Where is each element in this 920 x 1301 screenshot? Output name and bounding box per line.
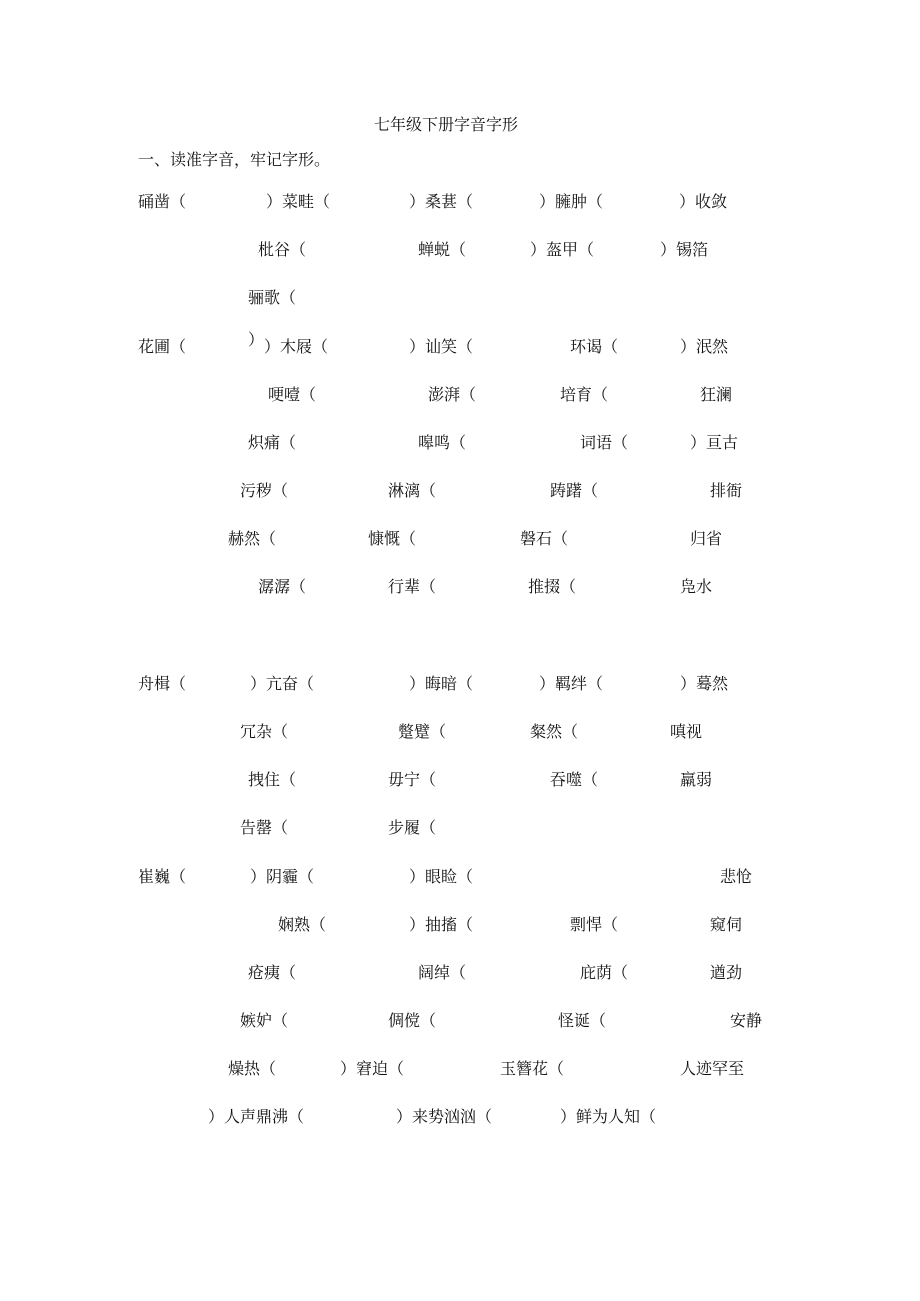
vocab-entry: 澎湃（: [428, 385, 477, 404]
vocab-entry: ）收敛: [679, 192, 728, 211]
vocab-entry: 毋宁（: [388, 770, 437, 789]
vocab-entry: 粲然（: [530, 722, 579, 741]
vocab-entry: 崔巍（: [138, 867, 187, 886]
vocab-entry: ）亢奋（: [250, 674, 315, 693]
vocab-entry: 蹩躄（: [398, 722, 447, 741]
vocab-entry: ）窘迫（: [340, 1059, 405, 1078]
vocab-entry: ）: [248, 330, 265, 349]
vocab-entry: 归省: [690, 529, 723, 548]
vocab-entry: 淋漓（: [388, 481, 437, 500]
vocab-entry: 慷慨（: [368, 529, 417, 548]
vocab-entry: ）木屐（: [264, 337, 329, 356]
vocab-entry: ）蓦然: [680, 674, 729, 693]
vocab-entry: ）泯然: [680, 337, 729, 356]
vocab-entry: ）菜畦（: [266, 192, 331, 211]
vocab-entry: 拽住（: [248, 770, 297, 789]
vocab-entry: 凫水: [680, 577, 713, 596]
vocab-entry: ）臃肿（: [539, 192, 604, 211]
vocab-entry: 疮痍（: [248, 963, 297, 982]
vocab-entry: 舟楫（: [138, 674, 187, 693]
vocab-entry: ）人声鼎沸（: [208, 1107, 305, 1126]
vocab-entry: ）晦暗（: [409, 674, 474, 693]
vocab-entry: 人迹罕至: [680, 1059, 745, 1078]
vocab-entry: ）鲜为人知（: [560, 1107, 657, 1126]
vocab-entry: 遒劲: [710, 963, 743, 982]
vocab-entry: 悲怆: [720, 867, 753, 886]
vocab-entry: ）讪笑（: [409, 337, 474, 356]
vocab-entry: 娴熟（: [278, 915, 327, 934]
vocab-entry: 哽噎（: [268, 385, 317, 404]
vocab-entry: ）亘古: [690, 433, 739, 452]
vocab-entry: 排衙: [710, 481, 743, 500]
vocab-entry: ）羁绊（: [539, 674, 604, 693]
vocab-entry: ）抽搐（: [409, 915, 474, 934]
vocab-entry: 炽痛（: [248, 433, 297, 452]
vocab-entry: 培育（: [560, 385, 609, 404]
vocab-entry: ）来势汹汹（: [396, 1107, 493, 1126]
vocab-entry: 玉簪花（: [500, 1059, 565, 1078]
vocab-entry: 蝉蜕（: [418, 240, 467, 259]
vocab-entry: ）盔甲（: [530, 240, 595, 259]
vocab-entry: 怪诞（: [558, 1011, 607, 1030]
vocab-entry: 安静: [730, 1011, 763, 1030]
section-heading: 一、读准字音，牢记字形。: [138, 150, 331, 169]
vocab-entry: 词语（: [580, 433, 629, 452]
vocab-entry: 倜傥（: [388, 1011, 437, 1030]
vocab-entry: 狂澜: [700, 385, 733, 404]
vocab-entry: 环谒（: [570, 337, 619, 356]
vocab-entry: 赫然（: [228, 529, 277, 548]
vocab-entry: 磐石（: [520, 529, 569, 548]
vocab-entry: 踌躇（: [550, 481, 599, 500]
vocab-entry: 推掇（: [528, 577, 577, 596]
vocab-entry: 行辈（: [388, 577, 437, 596]
vocab-entry: 吞噬（: [550, 770, 599, 789]
vocab-entry: 庇荫（: [580, 963, 629, 982]
vocab-entry: 硧凿（: [138, 192, 187, 211]
vocab-entry: ）阴霾（: [250, 867, 315, 886]
vocab-entry: 告罄（: [240, 818, 289, 837]
vocab-entry: ）锡箔: [660, 240, 709, 259]
vocab-entry: ）桑葚（: [409, 192, 474, 211]
vocab-entry: ）眼睑（: [409, 867, 474, 886]
vocab-entry: 羸弱: [680, 770, 713, 789]
vocab-entry: 枇谷（: [258, 240, 307, 259]
vocab-entry: 嗔视: [670, 722, 703, 741]
vocab-entry: 步履（: [388, 818, 437, 837]
vocab-entry: 嫉妒（: [240, 1011, 289, 1030]
vocab-entry: 骊歌（: [248, 288, 297, 307]
vocab-entry: 嗥鸣（: [418, 433, 467, 452]
vocab-entry: 燥热（: [228, 1059, 277, 1078]
vocab-entry: 污秽（: [240, 481, 289, 500]
document-title: 七年级下册字音字形: [374, 115, 519, 134]
vocab-entry: 阔绰（: [418, 963, 467, 982]
vocab-entry: 潺潺（: [258, 577, 307, 596]
vocab-entry: 冗杂（: [240, 722, 289, 741]
vocab-entry: 剽悍（: [570, 915, 619, 934]
vocab-entry: 花圃（: [138, 337, 187, 356]
vocab-entry: 窥伺: [710, 915, 743, 934]
